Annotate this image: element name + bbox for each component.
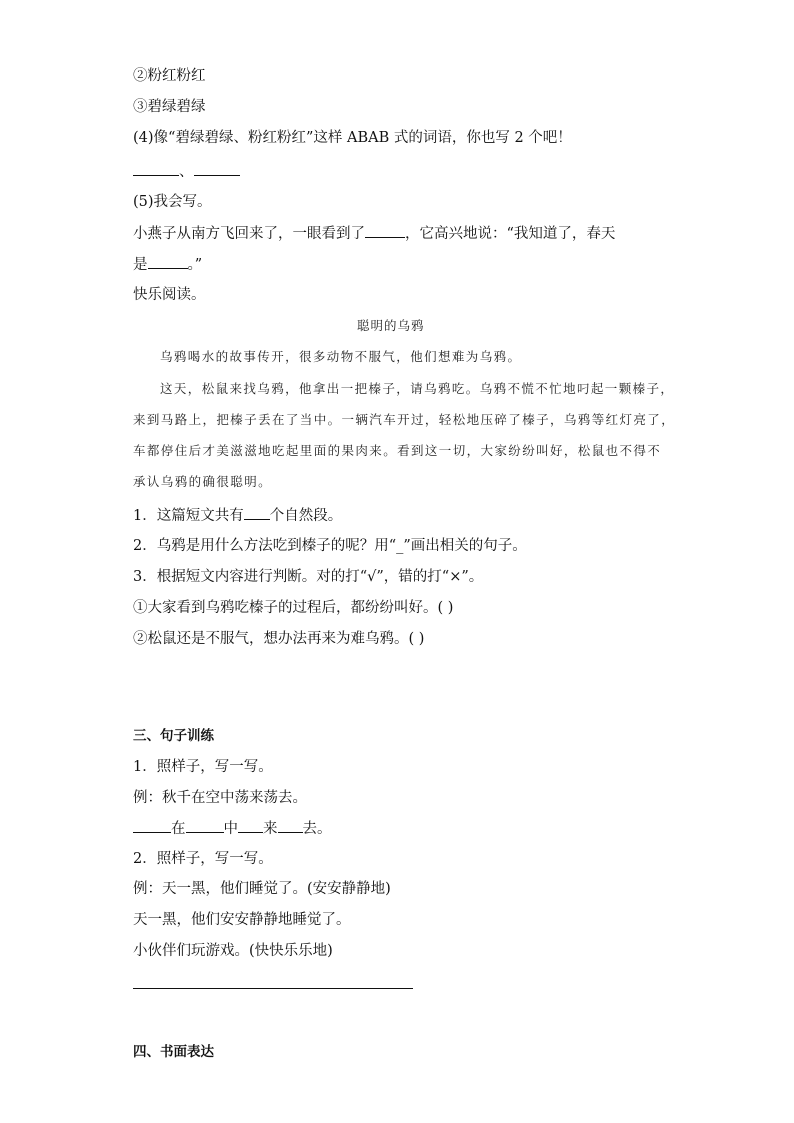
question-4-answer-blanks bbox=[133, 161, 240, 182]
reading-question-1 bbox=[133, 505, 342, 526]
section-3-fill-line bbox=[133, 818, 332, 839]
section-3-example-1: 例：秋千在空中荡来荡去。 bbox=[133, 790, 307, 806]
blank-spring-is[interactable] bbox=[148, 254, 188, 269]
story-paragraph-2-line-3: 车都停住后才美滋滋地吃起里面的果肉来。看到这一切，大家纷纷叫好，松鼠也不得不 bbox=[133, 443, 662, 458]
question-text: 个自然段。 bbox=[269, 508, 343, 524]
story-paragraph-2-line-4: 承认乌鸦的确很聪明。 bbox=[133, 474, 273, 489]
fill-word: 去。 bbox=[302, 821, 332, 837]
story-paragraph-1: 乌鸦喝水的故事传开，很多动物不服气，他们想难为乌鸦。 bbox=[160, 349, 522, 364]
section-3-task-1: 1．照样子，写一写。 bbox=[133, 759, 273, 775]
option-2: ②粉红粉红 bbox=[133, 68, 206, 84]
section-4-heading: 四、书面表达 bbox=[133, 1044, 214, 1060]
reading-question-2: 2．乌鸦是用什么方法吃到榛子的呢？用“_”画出相关的句子。 bbox=[133, 538, 527, 554]
fill-word: 中 bbox=[223, 821, 238, 837]
blank-1[interactable] bbox=[133, 161, 179, 176]
section-3-prompt: 小伙伴们玩游戏。(快快乐乐地) bbox=[133, 943, 333, 959]
separator: 、 bbox=[179, 164, 194, 180]
reading-question-3: 3．根据短文内容进行判断。对的打“√”，错的打“×”。 bbox=[133, 569, 484, 585]
blank-2[interactable] bbox=[194, 161, 240, 176]
blank-c[interactable] bbox=[238, 818, 263, 833]
reading-label: 快乐阅读。 bbox=[133, 287, 206, 303]
blank-paragraph-count[interactable] bbox=[244, 505, 270, 520]
question-4: (4)像“碧绿碧绿、粉红粉红”这样 ABAB 式的词语，你也写 2 个吧！ bbox=[133, 130, 572, 146]
question-text: 1．这篇短文共有 bbox=[133, 508, 244, 524]
blank-b[interactable] bbox=[186, 818, 224, 833]
question-5: (5)我会写。 bbox=[133, 194, 212, 210]
story-paragraph-2-line-2: 来到马路上，把榛子丢在了当中。一辆汽车开过，轻松地压碎了榛子，乌鸦等红灯亮了， bbox=[133, 412, 676, 427]
section-3-heading: 三、句子训练 bbox=[133, 728, 214, 744]
fill-word: 在 bbox=[171, 821, 186, 837]
sentence-part: 是 bbox=[133, 257, 148, 273]
question-5-line-2 bbox=[133, 254, 202, 275]
sentence-part: ，它高兴地说：“我知道了，春天 bbox=[405, 226, 616, 242]
sentence-part: 。” bbox=[187, 257, 203, 273]
option-3: ③碧绿碧绿 bbox=[133, 99, 206, 115]
blank-d[interactable] bbox=[278, 818, 303, 833]
fill-word: 来 bbox=[263, 821, 278, 837]
answer-line[interactable] bbox=[133, 988, 413, 989]
sentence-part: 小燕子从南方飞回来了，一眼看到了 bbox=[133, 226, 365, 242]
section-3-example-2-answer: 天一黑，他们安安静静地睡觉了。 bbox=[133, 912, 351, 928]
blank-a[interactable] bbox=[133, 818, 171, 833]
question-5-line-1 bbox=[133, 223, 615, 244]
story-title: 聪明的乌鸦 bbox=[357, 318, 425, 333]
blank-spring-sight[interactable] bbox=[365, 223, 405, 238]
section-3-example-2: 例：天一黑，他们睡觉了。(安安静静地) bbox=[133, 881, 391, 897]
judge-item-2: ②松鼠还是不服气，想办法再来为难乌鸦。( ) bbox=[133, 631, 425, 647]
section-3-task-2: 2．照样子，写一写。 bbox=[133, 851, 273, 867]
story-paragraph-2-line-1: 这天，松鼠来找乌鸦，他拿出一把榛子，请乌鸦吃。乌鸦不慌不忙地叼起一颗榛子， bbox=[160, 381, 675, 396]
judge-item-1: ①大家看到乌鸦吃榛子的过程后，都纷纷叫好。( ) bbox=[133, 600, 454, 616]
